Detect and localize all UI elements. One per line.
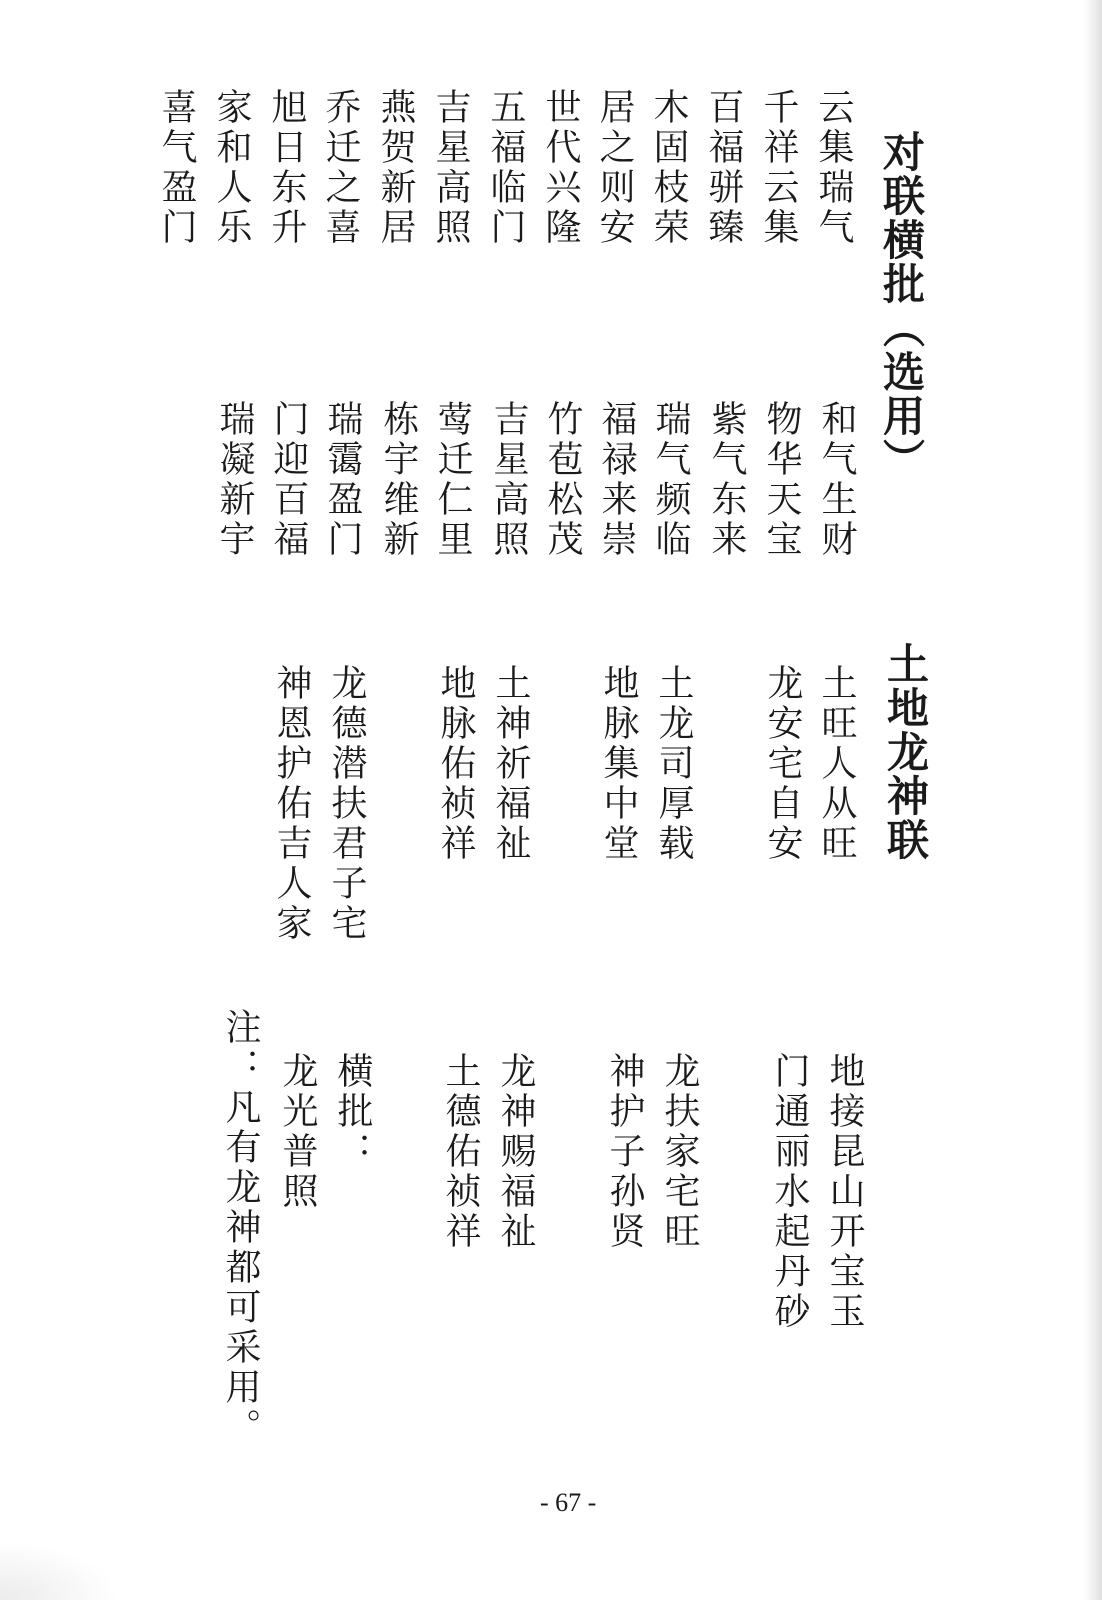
couplet-lower: 门通丽水起丹砂 xyxy=(769,1052,810,1332)
couplet-lower: 土德佑祯祥 xyxy=(440,1052,481,1252)
couplet-line: 世代兴隆 xyxy=(540,88,581,248)
scan-edge-shadow xyxy=(1084,0,1102,1600)
couplet-lower: 龙安宅自安 xyxy=(762,664,803,864)
couplet-line: 紫气东来 xyxy=(706,400,747,560)
couplet-lower: 神护子孙贤 xyxy=(604,1052,645,1252)
couplet-line: 瑞霭盈门 xyxy=(322,400,363,560)
couplet-line: 物华天宝 xyxy=(761,400,802,560)
couplet-line: 居之则安 xyxy=(594,88,635,248)
couplet-upper: 龙扶家宅旺 xyxy=(659,1052,700,1252)
couplet-upper: 龙神赐福祉 xyxy=(495,1052,536,1252)
couplet-upper: 土龙司厚载 xyxy=(653,664,694,864)
couplet-line: 五福临门 xyxy=(485,88,526,248)
couplet-line: 云集瑞气 xyxy=(813,88,854,248)
hengpi-label: 横批： xyxy=(332,1052,373,1172)
couplet-lower: 地脉佑祯祥 xyxy=(435,664,476,864)
couplet-line: 福禄来崇 xyxy=(596,400,637,560)
couplet-upper: 地接昆山开宝玉 xyxy=(824,1052,865,1332)
section-title-tudi-longshen: 土地龙神联 xyxy=(881,642,930,862)
couplet-line: 吉星高照 xyxy=(430,88,471,248)
section-title-duilian: 对联横批（选用） xyxy=(877,130,926,482)
couplet-lower: 神恩护佑吉人家 xyxy=(271,664,312,944)
couplet-line: 和气生财 xyxy=(816,400,857,560)
couplet-line: 家和人乐 xyxy=(211,88,252,248)
scan-smudge xyxy=(0,1540,120,1600)
couplet-upper: 龙德潜扶君子宅 xyxy=(326,664,367,944)
couplet-line: 千祥云集 xyxy=(758,88,799,248)
couplet-line: 燕贺新居 xyxy=(375,88,416,248)
couplet-line: 瑞凝新宇 xyxy=(214,400,255,560)
couplet-upper: 土神祈福祉 xyxy=(490,664,531,864)
couplet-line: 门迎百福 xyxy=(268,400,309,560)
couplet-line: 乔迁之喜 xyxy=(320,88,361,248)
couplet-line: 吉星高照 xyxy=(488,400,529,560)
couplet-line: 百福骈臻 xyxy=(703,88,744,248)
couplet-line: 栋宇维新 xyxy=(378,400,419,560)
note-text: 注：凡有龙神都可采用。 xyxy=(220,1008,261,1448)
couplet-line: 瑞气频临 xyxy=(650,400,691,560)
couplet-line: 竹苞松茂 xyxy=(542,400,583,560)
couplet-lower: 地脉集中堂 xyxy=(598,664,639,864)
couplet-upper: 土旺人从旺 xyxy=(816,664,857,864)
couplet-line: 木固枝荣 xyxy=(648,88,689,248)
couplet-line: 喜气盈门 xyxy=(156,88,197,248)
couplet-line: 莺迁仁里 xyxy=(432,400,473,560)
hengpi-text: 龙光普照 xyxy=(277,1052,318,1212)
couplet-line: 旭日东升 xyxy=(266,88,307,248)
page-number: - 67 - xyxy=(540,1488,597,1517)
